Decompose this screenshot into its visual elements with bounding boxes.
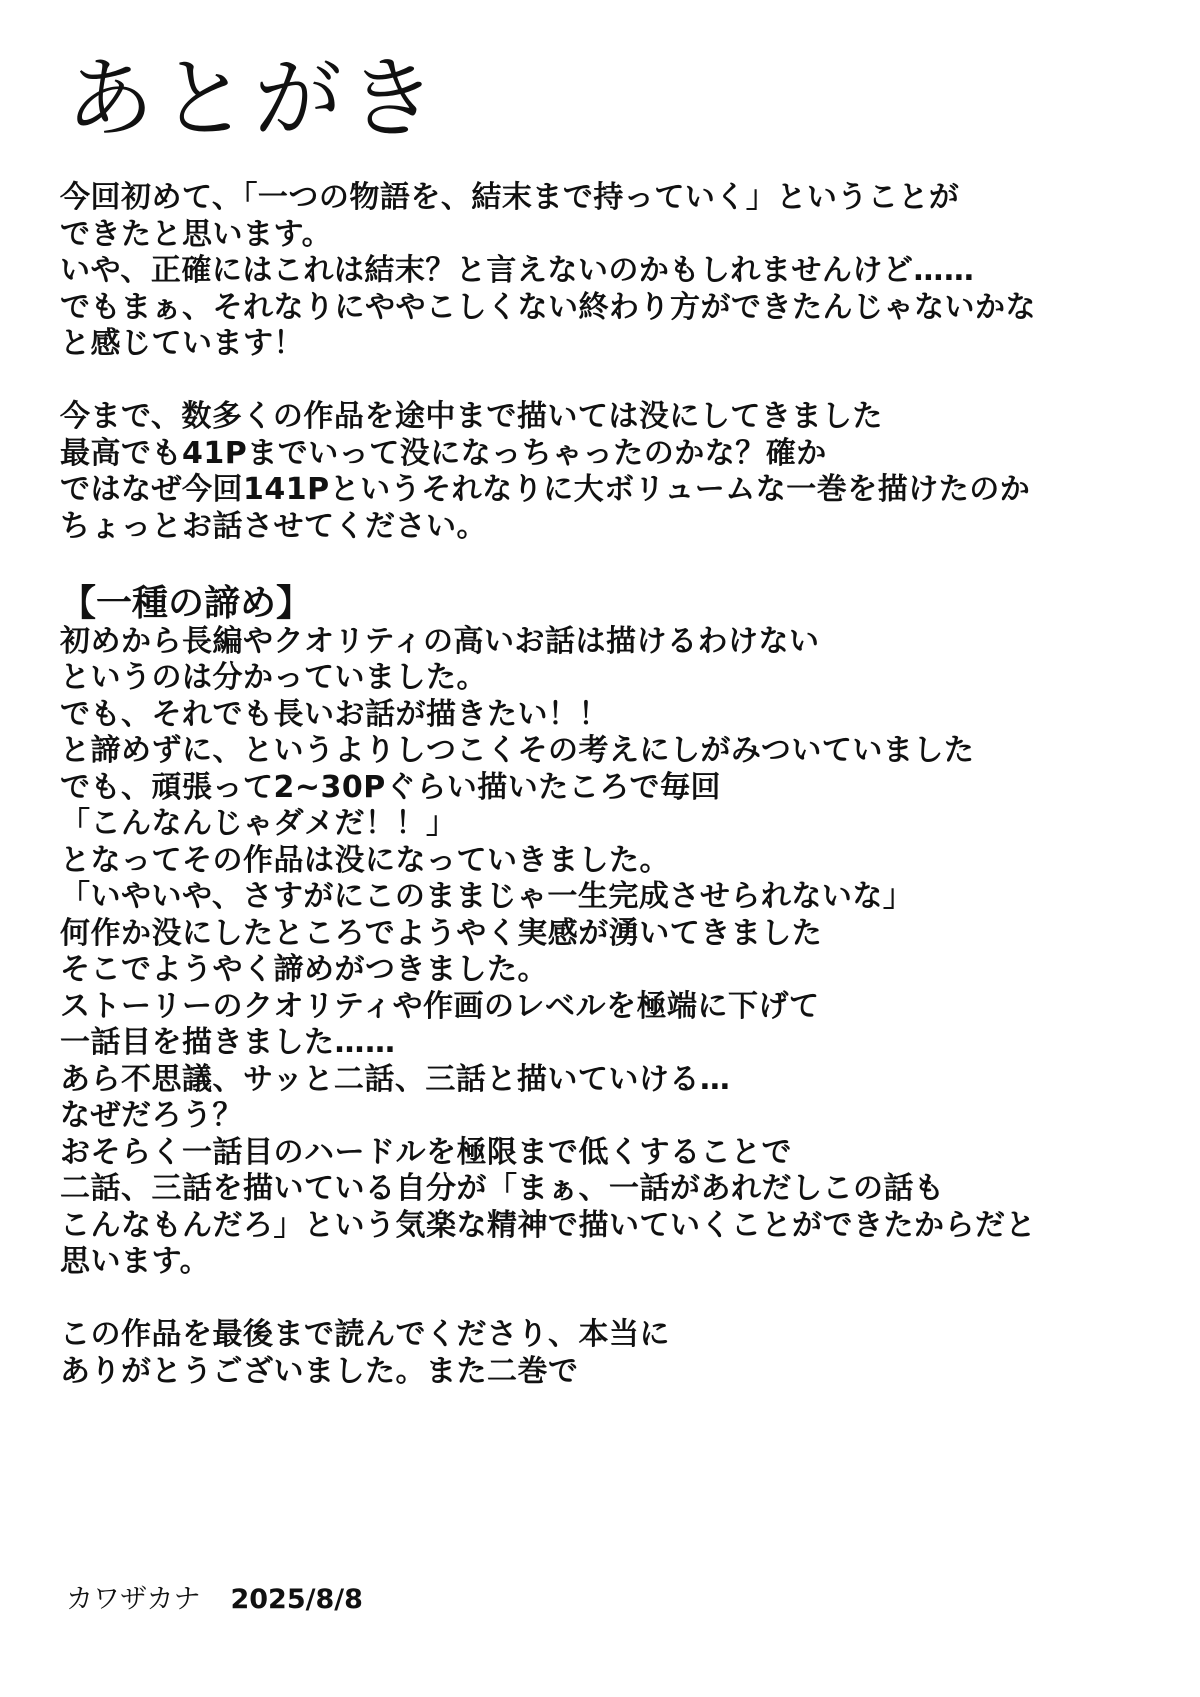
text-line: いや、正確にはこれは結末？と言えないのかもしれませんけど…… (60, 253, 975, 288)
text-line: 最高でも41Pまでいって没になっちゃったのかな？確か (60, 435, 827, 471)
text-line: でも、頑張って2~30Pぐらい描いたころで毎回 (60, 769, 721, 805)
text-line: この作品を最後まで読んでくださり、本当に (60, 1317, 670, 1352)
text-line: というのは分かっていました。 (60, 660, 487, 695)
paragraph-intro (60, 180, 1160, 363)
text-line: ストーリーのクオリティや作画のレベルを極端に下げて (60, 988, 820, 1024)
text-line: でも、それでも長いお話が描きたい！！ (60, 696, 609, 732)
text-line: 今回初めて、「一つの物語を、結末まで持っていく」ということが (60, 180, 960, 215)
text-line: 今まで、数多くの作品を途中まで描いては没にしてきました (60, 399, 883, 434)
text-line: ちょっとお話させてください。 (60, 508, 487, 544)
text-line: 一話目を描きました…… (60, 1025, 396, 1060)
text-line: なぜだろう？ (60, 1098, 243, 1133)
text-line: あら不思議、サッと二話、三話と描いていける… (60, 1061, 731, 1097)
text-line: 二話、三話を描いている自分が「まぁ、一話があれだしこの話も (60, 1171, 945, 1206)
text-line: 「いやいや、さすがにこのままじゃ一生完成させられないな」 (60, 879, 914, 914)
signature (66, 1582, 363, 1618)
text-line: こんなもんだろ」という気楽な精神で描いていくことができたからだと (60, 1207, 1036, 1243)
text-line: 初めから長編やクオリティの高いお話は描けるわけない (60, 623, 820, 659)
paragraph-closing (60, 1317, 1160, 1390)
paragraph-history (60, 399, 1160, 545)
paragraph-gap (60, 545, 1160, 582)
text-line: おそらく一話目のハードルを極限まで低くすることで (60, 1134, 792, 1170)
text-line: ありがとうございました。また二巻で (60, 1353, 579, 1389)
text-line: 思います。 (60, 1244, 211, 1279)
text-line: となってその作品は没になっていきました。 (60, 842, 670, 878)
text-line: と感じています！ (60, 326, 304, 361)
signature-date: 2025/8/8 (230, 1584, 363, 1615)
section-heading: 【一種の諦め】 (60, 582, 313, 624)
paragraph-gap (60, 1281, 1160, 1318)
author-name: カワザカナ (66, 1584, 201, 1615)
section-body (60, 624, 1160, 1281)
text-line: でもまぁ、それなりにややこしくない終わり方ができたんじゃないかな (60, 289, 1036, 325)
afterword-body (60, 180, 1160, 1390)
paragraph-gap (60, 363, 1160, 400)
text-line: 何作か没にしたところでようやく実感が湧いてきました (60, 915, 823, 951)
text-line: ではなぜ今回141Pというそれなりに大ボリュームな一巻を描けたのか (60, 472, 1031, 507)
text-line: そこでようやく諦めがつきました。 (60, 952, 548, 987)
page-title: あとがき (66, 47, 443, 150)
text-line: と諦めずに、というよりしつこくその考えにしがみついていました (60, 733, 975, 768)
text-line: できたと思います。 (60, 216, 333, 252)
text-line: 「こんなんじゃダメだ！！」 (60, 806, 457, 841)
